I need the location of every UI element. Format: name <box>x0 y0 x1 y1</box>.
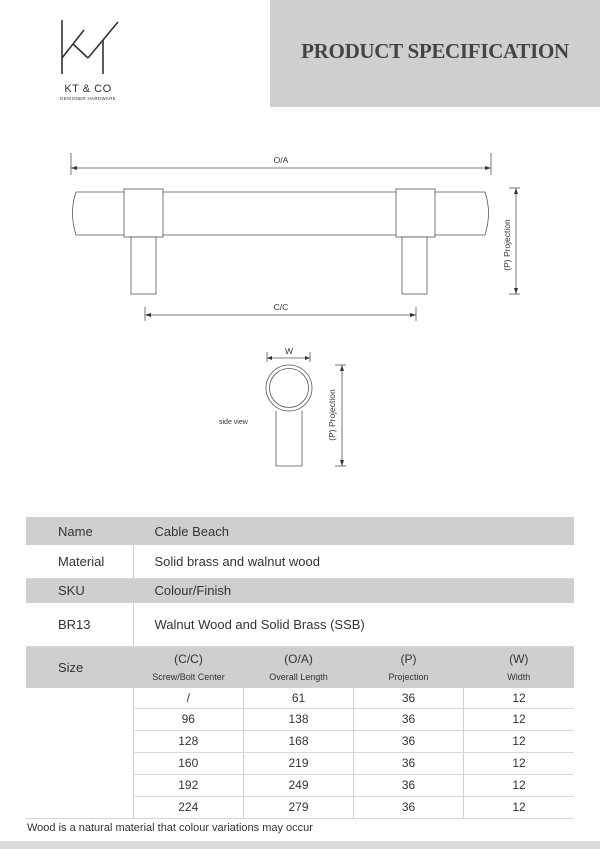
cc-value: 160 <box>133 752 244 774</box>
side-view-label: side view <box>219 419 248 426</box>
size-column-header <box>244 646 354 688</box>
column-code: (W) <box>509 652 529 667</box>
title-panel <box>270 0 600 107</box>
projection-value: 36 <box>354 730 464 752</box>
spec-value: Cable Beach <box>133 517 574 545</box>
header <box>0 0 600 107</box>
spec-key: Name <box>26 517 133 545</box>
projection-value: 36 <box>354 796 464 818</box>
center-to-center-label: C/C <box>273 302 289 312</box>
width-value: 12 <box>464 752 575 774</box>
brand-subtitle: DESIGNER HARDWARE <box>60 96 116 101</box>
width-value: 12 <box>464 708 575 730</box>
oa-value: 219 <box>244 752 354 774</box>
spec-row-name <box>26 517 574 545</box>
column-desc: Width <box>507 672 531 683</box>
projection-value: 36 <box>354 774 464 796</box>
width-value: 12 <box>464 688 575 708</box>
width-value: 12 <box>464 730 575 752</box>
spec-row-material <box>26 545 574 578</box>
cc-value: 224 <box>133 796 244 818</box>
spec-row-sku <box>26 603 574 646</box>
wood-note: Wood is a natural material that colour variations may occur <box>27 822 313 834</box>
size-column-header <box>354 646 464 688</box>
cc-value: 192 <box>133 774 244 796</box>
spec-table <box>26 517 574 819</box>
projection-label: (P) Projection <box>502 219 512 271</box>
spec-row-sku-header <box>26 578 574 603</box>
logo-panel <box>0 0 270 107</box>
width-value: 12 <box>464 796 575 818</box>
cc-value: / <box>133 688 244 708</box>
brand-name: KT & CO <box>64 83 112 95</box>
product-drawing <box>0 107 600 507</box>
size-spacer <box>26 688 133 818</box>
side-projection-label: (P) Projection <box>327 389 337 441</box>
projection-value: 36 <box>354 752 464 774</box>
cc-value: 128 <box>133 730 244 752</box>
column-code: (C/C) <box>174 652 203 667</box>
cc-value: 96 <box>133 708 244 730</box>
oa-value: 168 <box>244 730 354 752</box>
spec-key: SKU <box>26 578 133 603</box>
column-desc: Screw/Bolt Center <box>152 672 225 683</box>
size-column-header <box>464 646 575 688</box>
oa-value: 249 <box>244 774 354 796</box>
oa-value: 61 <box>244 688 354 708</box>
spec-value: Colour/Finish <box>133 578 574 603</box>
projection-value: 36 <box>354 688 464 708</box>
column-code: (O/A) <box>284 652 313 667</box>
column-code: (P) <box>400 652 417 667</box>
overall-length-label: O/A <box>273 155 289 165</box>
width-label: W <box>284 346 294 356</box>
size-key: Size <box>26 646 133 688</box>
kt-logo-icon <box>0 0 270 107</box>
footer-bar <box>0 841 600 849</box>
spec-value: Solid brass and walnut wood <box>133 545 574 578</box>
spec-key: Material <box>26 545 133 578</box>
projection-value: 36 <box>354 708 464 730</box>
oa-value: 279 <box>244 796 354 818</box>
spec-key: BR13 <box>26 603 133 646</box>
oa-value: 138 <box>244 708 354 730</box>
size-header-row <box>26 646 574 688</box>
spec-value: Walnut Wood and Solid Brass (SSB) <box>133 603 574 646</box>
column-desc: Overall Length <box>269 672 328 683</box>
page-title: PRODUCT SPECIFICATION <box>301 39 569 63</box>
table-row <box>26 688 574 708</box>
size-column-header <box>133 646 244 688</box>
column-desc: Projection <box>388 672 429 683</box>
width-value: 12 <box>464 774 575 796</box>
